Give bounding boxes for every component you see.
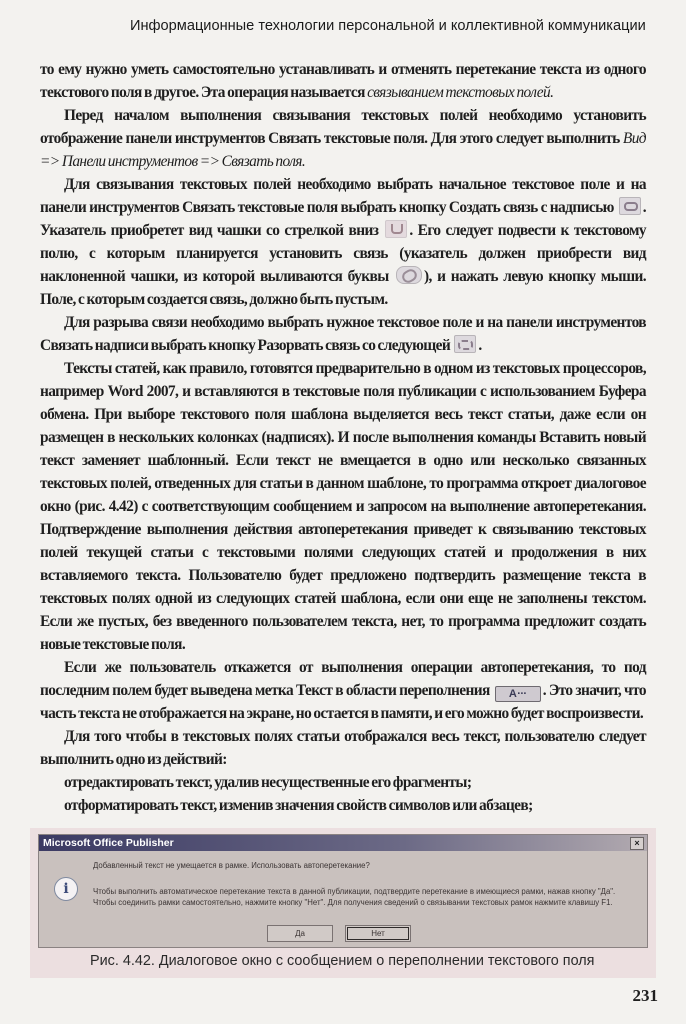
paragraph-text: Для связывания текстовых полей необходимо выбрать начальное текстовое поле и на панели инструментов Связать текстовые поля выбрать кнопку Создать связь с надписью	[40, 176, 646, 216]
paragraph-text: Для того чтобы в текстовых полях статьи отображался весь текст, пользователю следует выполнить одно из действий:	[40, 728, 646, 768]
paragraph-text: . Указатель приобретет вид чашки со стрелкой вниз	[40, 199, 646, 239]
paragraph-text: Для разрыва связи необходимо выбрать нужное текстовое поле и на панели инструментов Связать надписи выбрать кнопку Разорвать связь со следующей	[40, 314, 646, 354]
term-italic: связыванием текстовых полей.	[367, 84, 554, 101]
menu-path-italic: Вид => Панели инструментов => Связать поля.	[40, 130, 646, 170]
break-link-icon	[454, 335, 476, 353]
paragraph-text: ), и нажать левую кнопку мыши. Поле, с которым создается связь, должно быть пустым.	[40, 268, 646, 308]
pouring-cup-cursor-icon	[396, 266, 422, 284]
paragraph	[40, 357, 646, 656]
paragraph-text: .	[478, 337, 482, 354]
publisher-dialog	[38, 834, 648, 948]
paragraph-text: то ему нужно уметь самостоятельно устанавливать и отменять перетекание текста из одного текстового поля в другое. Эта операция называется	[40, 61, 646, 101]
paragraph	[40, 656, 646, 725]
running-header: Информационные технологии персональной и коллективной коммуникации	[130, 18, 646, 34]
paragraph-text: Перед началом выполнения связывания текстовых полей необходимо установить отображение панели инструментов Связать текстовые поля. Для этого следует выполнить	[40, 107, 646, 147]
paragraph	[40, 58, 646, 104]
paragraph-text: . Его следует подвести к текстовому полю, с которым планируется установить связь (указатель должен приобрести вид наклоненной чашки, из которой выливаются буквы	[40, 222, 646, 285]
paragraph	[40, 311, 646, 357]
page-number: 231	[632, 986, 658, 1005]
dialog-title: Microsoft Office Publisher	[43, 837, 174, 849]
body-text	[40, 58, 646, 817]
paragraph	[40, 173, 646, 311]
figure-4-42	[30, 828, 656, 978]
yes-button[interactable]: Да	[267, 925, 333, 942]
paragraph	[40, 725, 646, 771]
text-overflow-icon: A ···	[495, 686, 541, 702]
paragraph	[40, 104, 646, 173]
list-item: отредактировать текст, удалив несущественные его фрагменты;	[64, 774, 472, 791]
info-icon: i	[54, 877, 78, 901]
paragraph-text: . Это значит, что часть текста не отображается на экране, но остается в памяти, и его можно будет воспроизвести.	[40, 682, 646, 722]
close-icon[interactable]: ×	[630, 837, 644, 850]
cup-cursor-icon	[385, 220, 407, 238]
dialog-question: Добавленный текст не умещается в рамке. Использовать автоперетекание?	[93, 861, 370, 870]
dialog-titlebar	[39, 835, 647, 851]
paragraph-text: Тексты статей, как правило, готовятся предварительно в одном из текстовых процессоров, например Word 2007, и вставляются в текстовые поля публикации с использованием Буфера обмена. При выборе текстового поля шаблона выделяется весь текст статьи, даже если он размещен в нескольких колонках (надписях). И после выполнения команды Вставить новый текст заменяет шаблонный. Если текст не вмещается в одно или несколько связанных текстовых полей, отведенных для статьи в данном шаблоне, то программа откроет диалоговое окно (рис. 4.42) с соответствующим сообщением и запросом на выполнение автоперетекания. Подтверждение выполнения действия автоперетекания приведет к связыванию текстовых полей текущей статьи с текстовыми полями следующих статей и продолжения в них вставляемого текста. Пользователю будет предложено подтвердить размещение текста в текстовых полях одной из следующих статей шаблона, если они еще не заполнены текстом. Если же пустых, без введенного пользователем текста, нет, то программа предложит создать новые текстовые поля.	[40, 360, 646, 653]
paragraph-text: Если же пользователь откажется от выполнения операции автоперетекания, то под последним полем будет выведена метка Текст в области переполнения	[40, 659, 646, 699]
create-link-icon	[619, 197, 641, 215]
figure-caption: Рис. 4.42. Диалоговое окно с сообщением о переполнении текстового поля	[90, 953, 595, 969]
no-button[interactable]: Нет	[345, 925, 411, 942]
dialog-details: Чтобы выполнить автоматическое перетекание текста в данной публикации, подтвердите перетекание в имеющиеся рамки, нажав кнопку "Да". Чтобы соединить рамки самостоятельно, нажмите кнопку "Нет". Для получения сведений о связывании текстовых рамок нажмите клавишу F1.	[93, 887, 616, 907]
list-item: отформатировать текст, изменив значения свойств символов или абзацев;	[64, 797, 533, 814]
